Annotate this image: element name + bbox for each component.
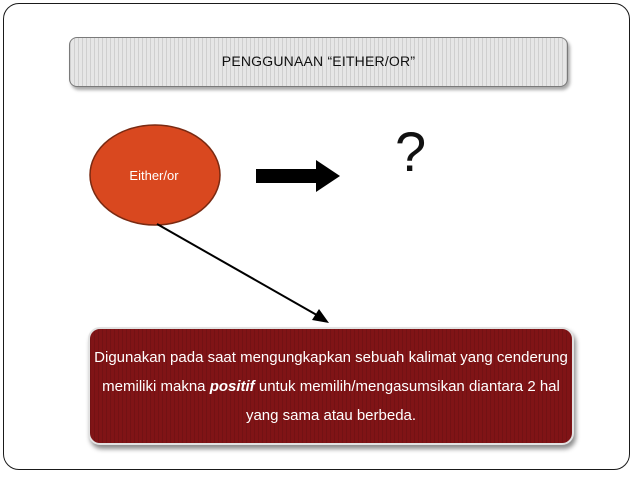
definition-line-1: Digunakan pada saat mengungkapkan sebuah kalimat yang cenderung <box>94 349 568 366</box>
definition-line-2 <box>90 372 572 401</box>
block-arrow-right-icon <box>256 160 340 192</box>
arrow-down-right-icon <box>157 224 329 323</box>
slide-title: PENGGUNAAN “EITHER/OR” <box>221 53 416 69</box>
question-mark: ? <box>395 120 427 183</box>
definition-line-2-end: untuk memilih/mengasumsikan diantara 2 hal <box>254 378 560 395</box>
definition-emphasis: positif <box>209 378 255 395</box>
definition-line-2-start: memiliki makna <box>102 378 210 395</box>
either-or-label: Either/or <box>129 168 179 183</box>
definition-box <box>88 327 574 445</box>
definition-line-3: yang sama atau berbeda. <box>245 407 417 424</box>
